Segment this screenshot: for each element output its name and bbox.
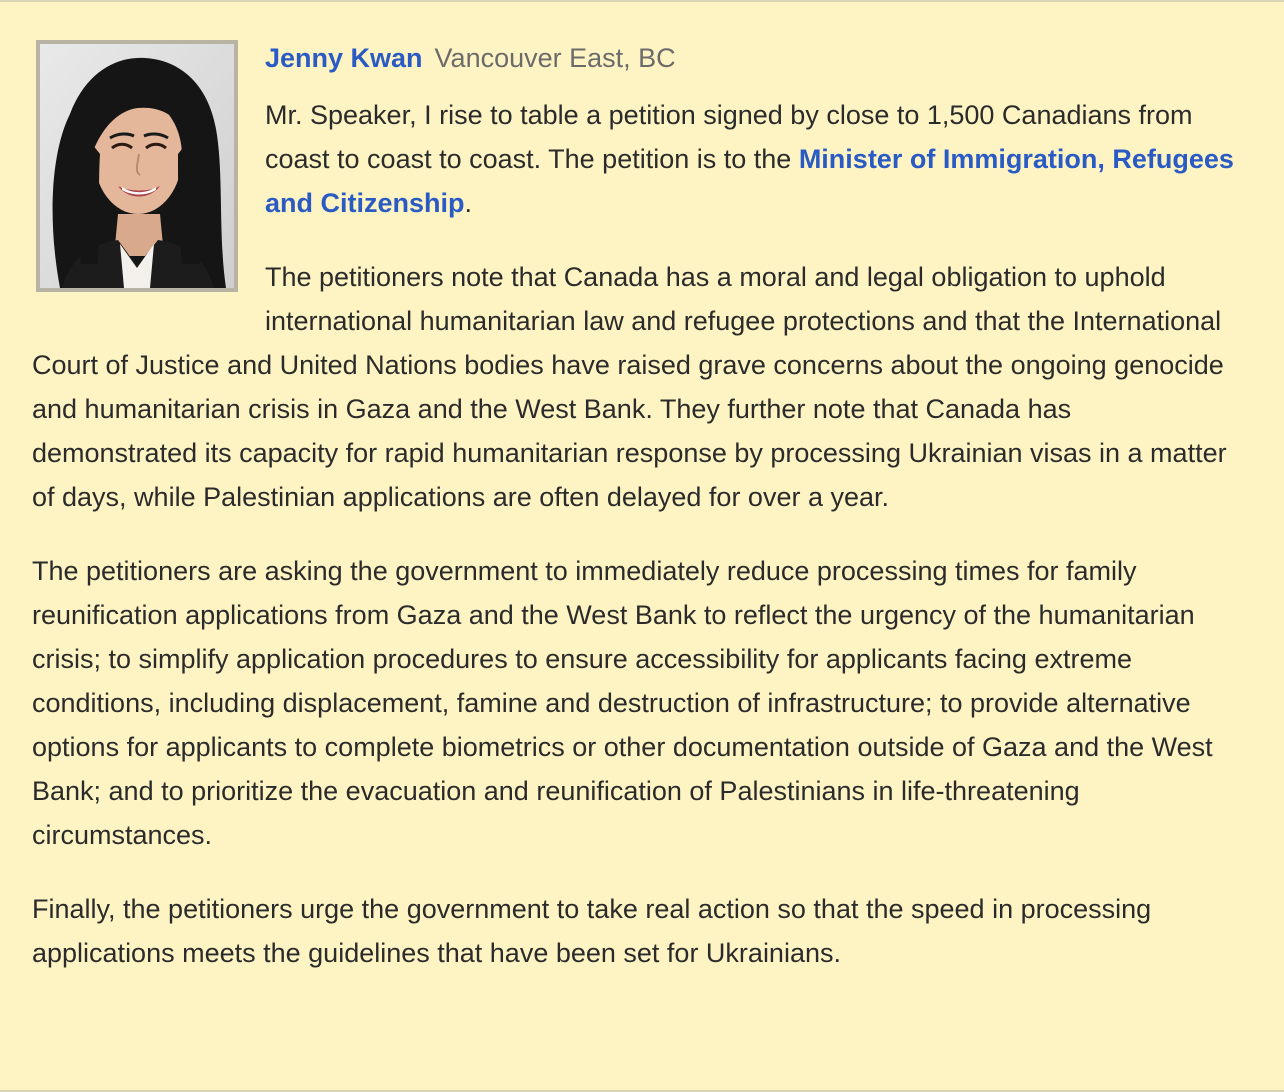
- paragraph-1-text: Mr. Speaker, I rise to table a petition signed by close to 1,500 Canadians from coast to coast to coast. The petition is to the: [265, 100, 1193, 174]
- portrait-photo-icon: [40, 44, 234, 288]
- speaker-name-link[interactable]: Jenny Kwan: [265, 43, 423, 73]
- paragraph-2: The petitioners note that Canada has a moral and legal obligation to uphold international humanitarian law and refugee protections and that the International Court of Justice and United Nations bodies have raised grave concerns about the ongoing genocide and humanitarian crisis in Gaza and the West Bank. They further note that Canada has demonstrated its capacity for rapid humanitarian response by processing Ukrainian visas in a matter of days, while Palestinian applications are often delayed for over a year.: [32, 262, 1227, 512]
- paragraph-3: The petitioners are asking the government to immediately reduce processing times for family reunification applications from Gaza and the West Bank to reflect the urgency of the humanitarian crisis; to simplify application procedures to ensure accessibility for applicants facing extreme conditions, including displacement, famine and destruction of infrastructure; to provide alternative options for applicants to complete biometrics or other documentation outside of Gaza and the West Bank; and to prioritize the evacuation and reunification of Palestinians in life-threatening circumstances.: [32, 556, 1213, 850]
- paragraph-1-end: .: [464, 188, 473, 218]
- minister-link[interactable]: Minister of Immigration, Refugees and Citizenship: [265, 144, 1234, 218]
- speaker-portrait[interactable]: [36, 40, 238, 292]
- speaker-riding: Vancouver East, BC: [434, 43, 676, 73]
- paragraph-4: Finally, the petitioners urge the government to take real action so that the speed in processing applications meets the guidelines that have been set for Ukrainians.: [32, 894, 1152, 968]
